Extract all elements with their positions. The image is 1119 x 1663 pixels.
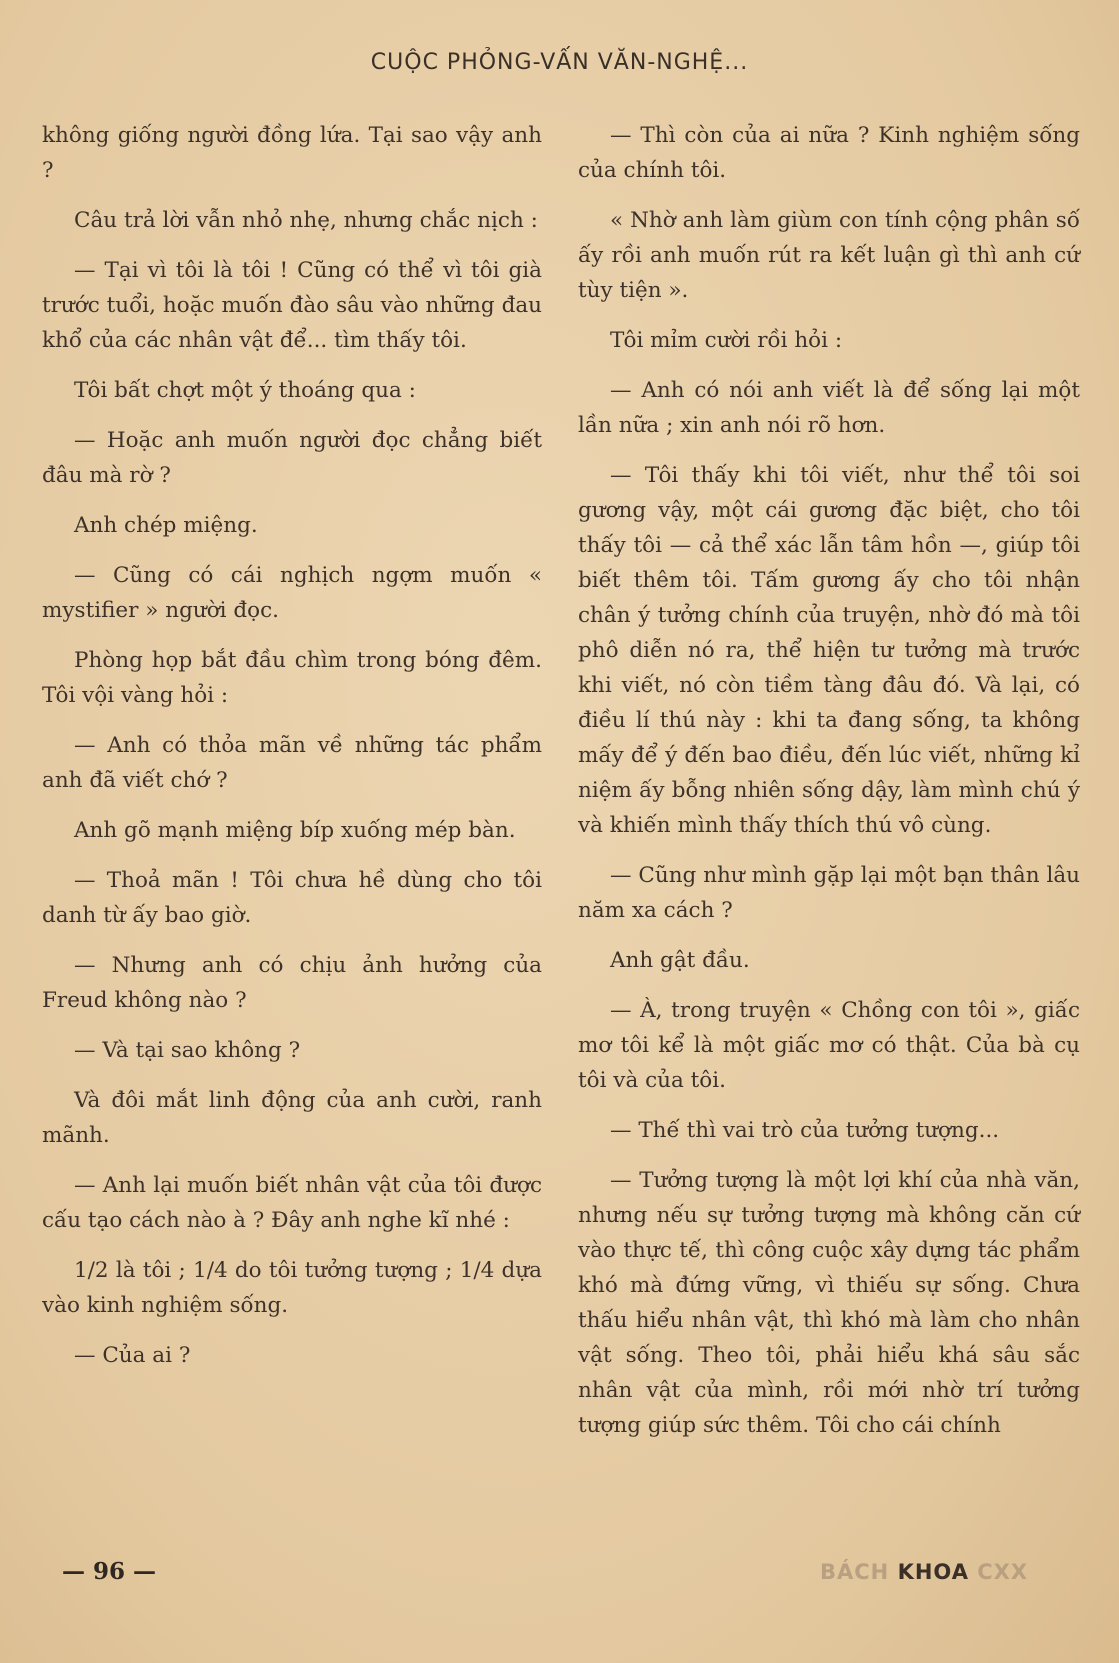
- paragraph: Tôi bất chợt một ý thoáng qua :: [74, 378, 416, 403]
- paragraph: — Thoả mãn ! Tôi chưa hề dùng cho tôi danh từ ấy bao giờ.: [42, 868, 542, 928]
- paragraph: « Nhờ anh làm giùm con tính cộng phân số ấy rồi anh muốn rút ra kết luận gì thì anh cứ tùy tiện ».: [578, 208, 1080, 303]
- paragraph: — Tôi thấy khi tôi viết, như thể tôi soi gương vậy, một cái gương đặc biệt, cho tôi thấy tôi — cả thể xác lẫn tâm hồn —, giúp tôi biết thêm tôi. Tấm gương ấy cho tôi nhận chân ý tưởng chính của truyện, nhờ đó mà tôi phô diễn nó ra, thể hiện tư tưởng mà trước khi viết, nó còn tiềm tàng đâu đó. Và lại, có điều lí thú này : khi ta đang sống, ta không mấy để ý đến bao điều, đến lúc viết, những kỉ niệm ấy bỗng nhiên sống dậy, làm mình chú ý và khiến mình thấy thích thú vô cùng.: [578, 463, 1080, 838]
- paragraph: — Cũng có cái nghịch ngợm muốn « mystifier » người đọc.: [42, 563, 542, 623]
- magazine-name-main: KHOA: [897, 1560, 969, 1584]
- magazine-name-prefix: BÁCH: [820, 1560, 898, 1584]
- paragraph: — Tại vì tôi là tôi ! Cũng có thể vì tôi già trước tuổi, hoặc muốn đào sâu vào những đau khổ của các nhân vật để... tìm thấy tôi.: [42, 258, 542, 353]
- magazine-name-suffix: CXX: [968, 1560, 1029, 1584]
- paragraph: Anh chép miệng.: [74, 513, 258, 538]
- paragraph: Câu trả lời vẫn nhỏ nhẹ, nhưng chắc nịch :: [74, 208, 538, 233]
- paragraph: — Tưởng tượng là một lợi khí của nhà văn, nhưng nếu sự tưởng tượng mà không căn cứ vào thực tế, thì công cuộc xây dựng tác phẩm khó mà đứng vững, vì thiếu sự sống. Chưa thấu hiểu nhân vật, thì khó mà làm cho nhân vật sống. Theo tôi, phải hiểu khá sâu sắc nhân vật của mình, rồi mới nhờ trí tưởng tượng giúp sức thêm. Tôi cho cái chính: [578, 1168, 1080, 1438]
- paragraph: — Của ai ?: [74, 1343, 191, 1368]
- paragraph: — Thì còn của ai nữa ? Kinh nghiệm sống của chính tôi.: [578, 123, 1080, 183]
- paragraph: không giống người đồng lứa. Tại sao vậy anh ?: [42, 123, 542, 183]
- left-column: [42, 118, 542, 1388]
- paragraph: — Hoặc anh muốn người đọc chẳng biết đâu mà rờ ?: [42, 428, 542, 488]
- page-number: — 96 —: [62, 1558, 157, 1585]
- paragraph: — Thế thì vai trò của tưởng tượng...: [610, 1118, 1000, 1143]
- magazine-name: [820, 1560, 1028, 1584]
- paragraph: — Anh có nói anh viết là để sống lại một lần nữa ; xin anh nói rõ hơn.: [578, 378, 1080, 438]
- paragraph: — À, trong truyện « Chồng con tôi », giấc mơ tôi kể là một giấc mơ có thật. Của bà cụ tôi và của tôi.: [578, 998, 1080, 1093]
- paragraph: Và đôi mắt linh động của anh cười, ranh mãnh.: [42, 1088, 542, 1148]
- paragraph: — Anh lại muốn biết nhân vật của tôi được cấu tạo cách nào à ? Đây anh nghe kĩ nhé :: [42, 1173, 542, 1233]
- paragraph: — Nhưng anh có chịu ảnh hưởng của Freud không nào ?: [42, 953, 542, 1013]
- right-column: [578, 118, 1080, 1458]
- paragraph: Tôi mỉm cười rồi hỏi :: [610, 328, 843, 353]
- paragraph: — Anh có thỏa mãn về những tác phẩm anh đã viết chớ ?: [42, 733, 542, 793]
- paragraph: Anh gật đầu.: [610, 948, 750, 973]
- running-head-title: CUỘC PHỎNG-VẤN VĂN-NGHỆ...: [370, 50, 749, 75]
- paragraph: 1/2 là tôi ; 1/4 do tôi tưởng tượng ; 1/4 dựa vào kinh nghiệm sống.: [42, 1258, 542, 1318]
- paragraph: Phòng họp bắt đầu chìm trong bóng đêm. Tôi vội vàng hỏi :: [42, 648, 542, 708]
- paragraph: — Cũng như mình gặp lại một bạn thân lâu năm xa cách ?: [578, 863, 1080, 923]
- paragraph: Anh gõ mạnh miệng bíp xuống mép bàn.: [74, 818, 516, 843]
- paragraph: — Và tại sao không ?: [74, 1038, 301, 1063]
